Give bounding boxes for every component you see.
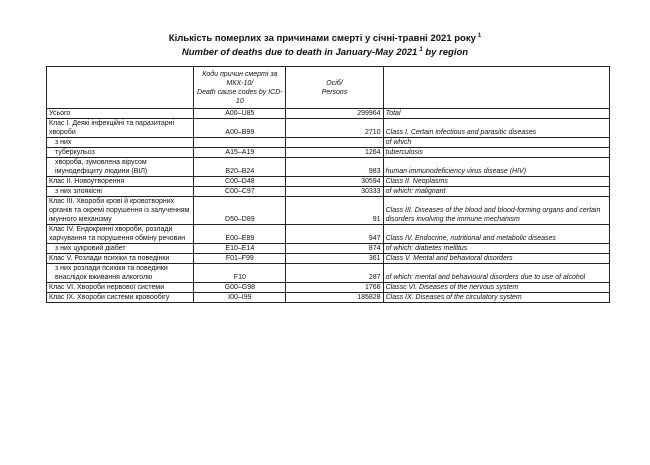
- cause-en-cell: Class III. Diseases of the blood and blood-forming organs and certain disorders involving the immune mechanism: [383, 197, 609, 225]
- persons-value-cell: 1766: [286, 283, 383, 293]
- title-english-footnote: 1: [419, 47, 423, 53]
- persons-value-cell: 185828: [286, 293, 383, 303]
- header-cause-cell: [47, 67, 194, 109]
- cause-en-cell: human immunodeficiency virus disease (HIV): [383, 158, 609, 177]
- title-english-suffix: by region: [425, 47, 469, 58]
- persons-value-cell: 983: [286, 158, 383, 177]
- title-english-text: Number of deaths due to death in January-May 2021: [181, 47, 418, 58]
- persons-value-cell: 2710: [286, 119, 383, 138]
- cause-uk-cell: Клас III. Хвороби крові й кровотворних органів та окремі порушення із залученням імунного механізму: [47, 197, 194, 225]
- persons-value-cell: 361: [286, 254, 383, 264]
- table-row: [47, 254, 610, 264]
- cause-en-cell: Total: [383, 109, 609, 119]
- cause-uk-cell: з них злоякісні: [47, 187, 194, 197]
- persons-value-cell: 91: [286, 197, 383, 225]
- cause-uk-cell: Клас V. Розлади психіки та поведінки: [47, 254, 194, 264]
- title-ukrainian: [0, 33, 650, 44]
- header-persons-cell: [286, 67, 383, 109]
- cause-uk-cell: з них цукровий діабет: [47, 244, 194, 254]
- icd-code-cell: E10–E14: [194, 244, 286, 254]
- header-english-cell: [383, 67, 609, 109]
- cause-en-cell: tuberculosis: [383, 148, 609, 158]
- icd-code-cell: [194, 138, 286, 148]
- cause-en-cell: of which: malignant: [383, 187, 609, 197]
- cause-en-cell: Classc VI. Diseases of the nervous system: [383, 283, 609, 293]
- header-persons-uk: Осіб/: [326, 79, 343, 87]
- table-row: [47, 177, 610, 187]
- table-row: [47, 293, 610, 303]
- table-row: [47, 197, 610, 225]
- icd-code-cell: G00–G98: [194, 283, 286, 293]
- persons-value-cell: 1264: [286, 148, 383, 158]
- cause-uk-cell: Клас I. Деякі інфекційні та паразитарні хвороби: [47, 119, 194, 138]
- persons-value-cell: 947: [286, 225, 383, 244]
- cause-uk-cell: туберкульоз: [47, 148, 194, 158]
- cause-uk-cell: Усього: [47, 109, 194, 119]
- icd-code-cell: E00–E89: [194, 225, 286, 244]
- persons-value-cell: 299964: [286, 109, 383, 119]
- icd-code-cell: A00–U85: [194, 109, 286, 119]
- table-row: [47, 244, 610, 254]
- header-code-cell: [194, 67, 286, 109]
- icd-code-cell: C00–C97: [194, 187, 286, 197]
- cause-en-cell: Class V. Mental and behavioral disorders: [383, 254, 609, 264]
- table-row: [47, 148, 610, 158]
- cause-en-cell: Class I. Certain infectious and parasitic diseases: [383, 119, 609, 138]
- header-code-en: Death cause codes by ICD-10: [197, 88, 283, 105]
- cause-en-cell: Class IV. Endocrine, nutritional and metabolic diseases: [383, 225, 609, 244]
- title-ukrainian-footnote: 1: [477, 33, 482, 39]
- icd-code-cell: D50–D89: [194, 197, 286, 225]
- cause-en-cell: of which: diabetes mellitus: [383, 244, 609, 254]
- persons-value-cell: 874: [286, 244, 383, 254]
- header-code-uk: Коди причин смерті за МКХ-10/: [202, 70, 278, 87]
- table-row: [47, 158, 610, 177]
- icd-code-cell: F01–F99: [194, 254, 286, 264]
- cause-en-cell: Class IX. Diseases of the circulatory system: [383, 293, 609, 303]
- cause-uk-cell: Клас IX. Хвороби системи кровообігу: [47, 293, 194, 303]
- persons-value-cell: 30594: [286, 177, 383, 187]
- cause-uk-cell: Клас II. Новоутворення: [47, 177, 194, 187]
- icd-code-cell: B20–B24: [194, 158, 286, 177]
- table-row: [47, 119, 610, 138]
- cause-en-cell: of which: mental and behavioural disorders due to use of alcohol: [383, 264, 609, 283]
- title-english: [0, 47, 650, 58]
- total-row: [47, 109, 610, 119]
- icd-code-cell: A00–B99: [194, 119, 286, 138]
- table-row: [47, 283, 610, 293]
- table-row: [47, 138, 610, 148]
- title-ukrainian-text: Кількість померлих за причинами смерті у січні-травні 2021 року: [168, 33, 476, 44]
- table-row: [47, 187, 610, 197]
- icd-code-cell: I00–I99: [194, 293, 286, 303]
- cause-en-cell: Class II. Neoplasms: [383, 177, 609, 187]
- header-persons-en: Persons: [321, 88, 348, 96]
- persons-value-cell: 287: [286, 264, 383, 283]
- cause-uk-cell: Клас IV. Ендокринні хвороби, розлади харчування та порушення обміну речовин: [47, 225, 194, 244]
- persons-value-cell: 30333: [286, 187, 383, 197]
- icd-code-cell: C00–D48: [194, 177, 286, 187]
- cause-uk-cell: хвороба, зумовлена вірусом імунодефіциту людини (ВІЛ): [47, 158, 194, 177]
- cause-uk-cell: Клас VI. Хвороби нервової системи: [47, 283, 194, 293]
- cause-uk-cell: з них розлади психіки та поведінки внаслідок вживання алкоголю: [47, 264, 194, 283]
- table-row: [47, 264, 610, 283]
- table-header-row: [47, 67, 610, 109]
- deaths-table: [46, 66, 610, 303]
- cause-en-cell: of which: [383, 138, 609, 148]
- table-row: [47, 225, 610, 244]
- icd-code-cell: F10: [194, 264, 286, 283]
- icd-code-cell: A15–A19: [194, 148, 286, 158]
- persons-value-cell: [286, 138, 383, 148]
- cause-uk-cell: з них: [47, 138, 194, 148]
